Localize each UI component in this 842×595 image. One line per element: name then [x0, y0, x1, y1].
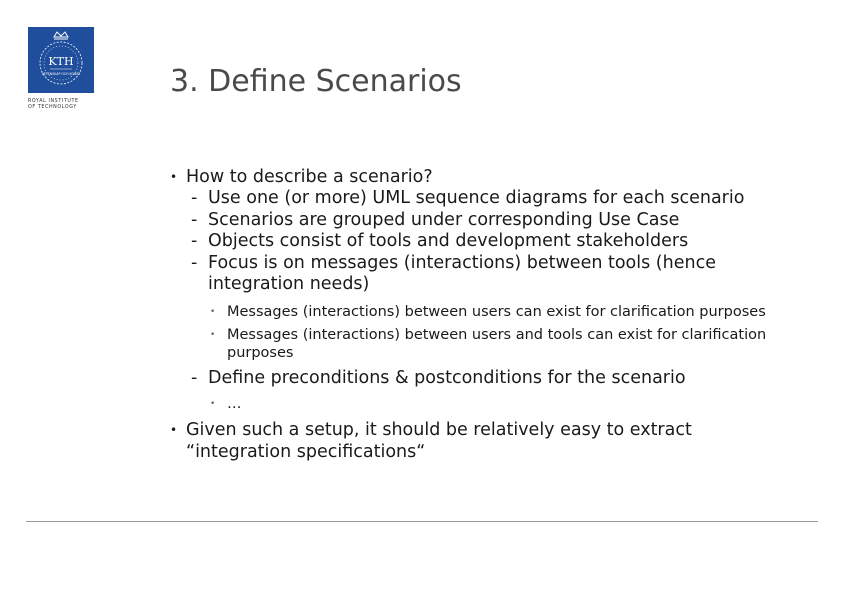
list-item — [170, 188, 810, 210]
list-item-text: Focus is on messages (interactions) between tools (hence integration needs) — [208, 252, 716, 294]
list-item — [170, 210, 810, 232]
bullet-text: How to describe a scenario? — [186, 167, 433, 187]
institute-line-1: ROYAL INSTITUTE — [28, 99, 79, 104]
kth-crest-icon — [28, 27, 94, 93]
dot-icon: • — [210, 398, 216, 409]
list-item — [170, 231, 810, 253]
logo-text: KTH — [48, 55, 74, 68]
list-item-text: Scenarios are grouped under corresponding Use Case — [208, 209, 680, 230]
sub-list-item-text: Messages (interactions) between users and tools can exist for clarification purposes — [227, 327, 767, 361]
dash-icon: - — [191, 231, 198, 251]
kth-logo — [28, 27, 94, 93]
footer-divider — [26, 521, 818, 522]
list-item-text: Objects consist of tools and development stakeholders — [208, 231, 689, 251]
bullet-conclusion — [170, 419, 786, 463]
dash-icon: - — [191, 368, 198, 388]
sub-list-item-text: Messages (interactions) between users can exist for clarification purposes — [227, 303, 766, 320]
sub-list-item-text: … — [227, 395, 242, 412]
list-item-text: Use one (or more) UML sequence diagrams for each scenario — [208, 188, 745, 208]
bullet-question — [170, 166, 810, 188]
bullet-icon: • — [170, 423, 178, 437]
dash-icon: - — [191, 188, 198, 208]
dash-icon: - — [191, 252, 198, 273]
sub-list-item — [170, 304, 787, 322]
bullet-icon: • — [170, 170, 178, 184]
dot-icon: • — [210, 306, 216, 317]
institute-name — [28, 99, 98, 111]
sub-list-item — [170, 327, 787, 362]
list-item — [170, 253, 768, 296]
institute-line-2: OF TECHNOLOGY — [28, 105, 77, 110]
logo-subtext: VETENSKAP OCH KONST — [41, 72, 81, 76]
bullet-text: Given such a setup, it should be relatively easy to extract “integration specifications“ — [186, 420, 692, 462]
slide-body — [170, 166, 810, 463]
list-item-text: Define preconditions & postconditions for the scenario — [208, 368, 686, 388]
list-item — [170, 368, 810, 390]
slide-title: 3. Define Scenarios — [170, 64, 462, 99]
dot-icon: • — [210, 330, 216, 340]
sub-list-item — [170, 396, 810, 414]
dash-icon: - — [191, 209, 198, 230]
